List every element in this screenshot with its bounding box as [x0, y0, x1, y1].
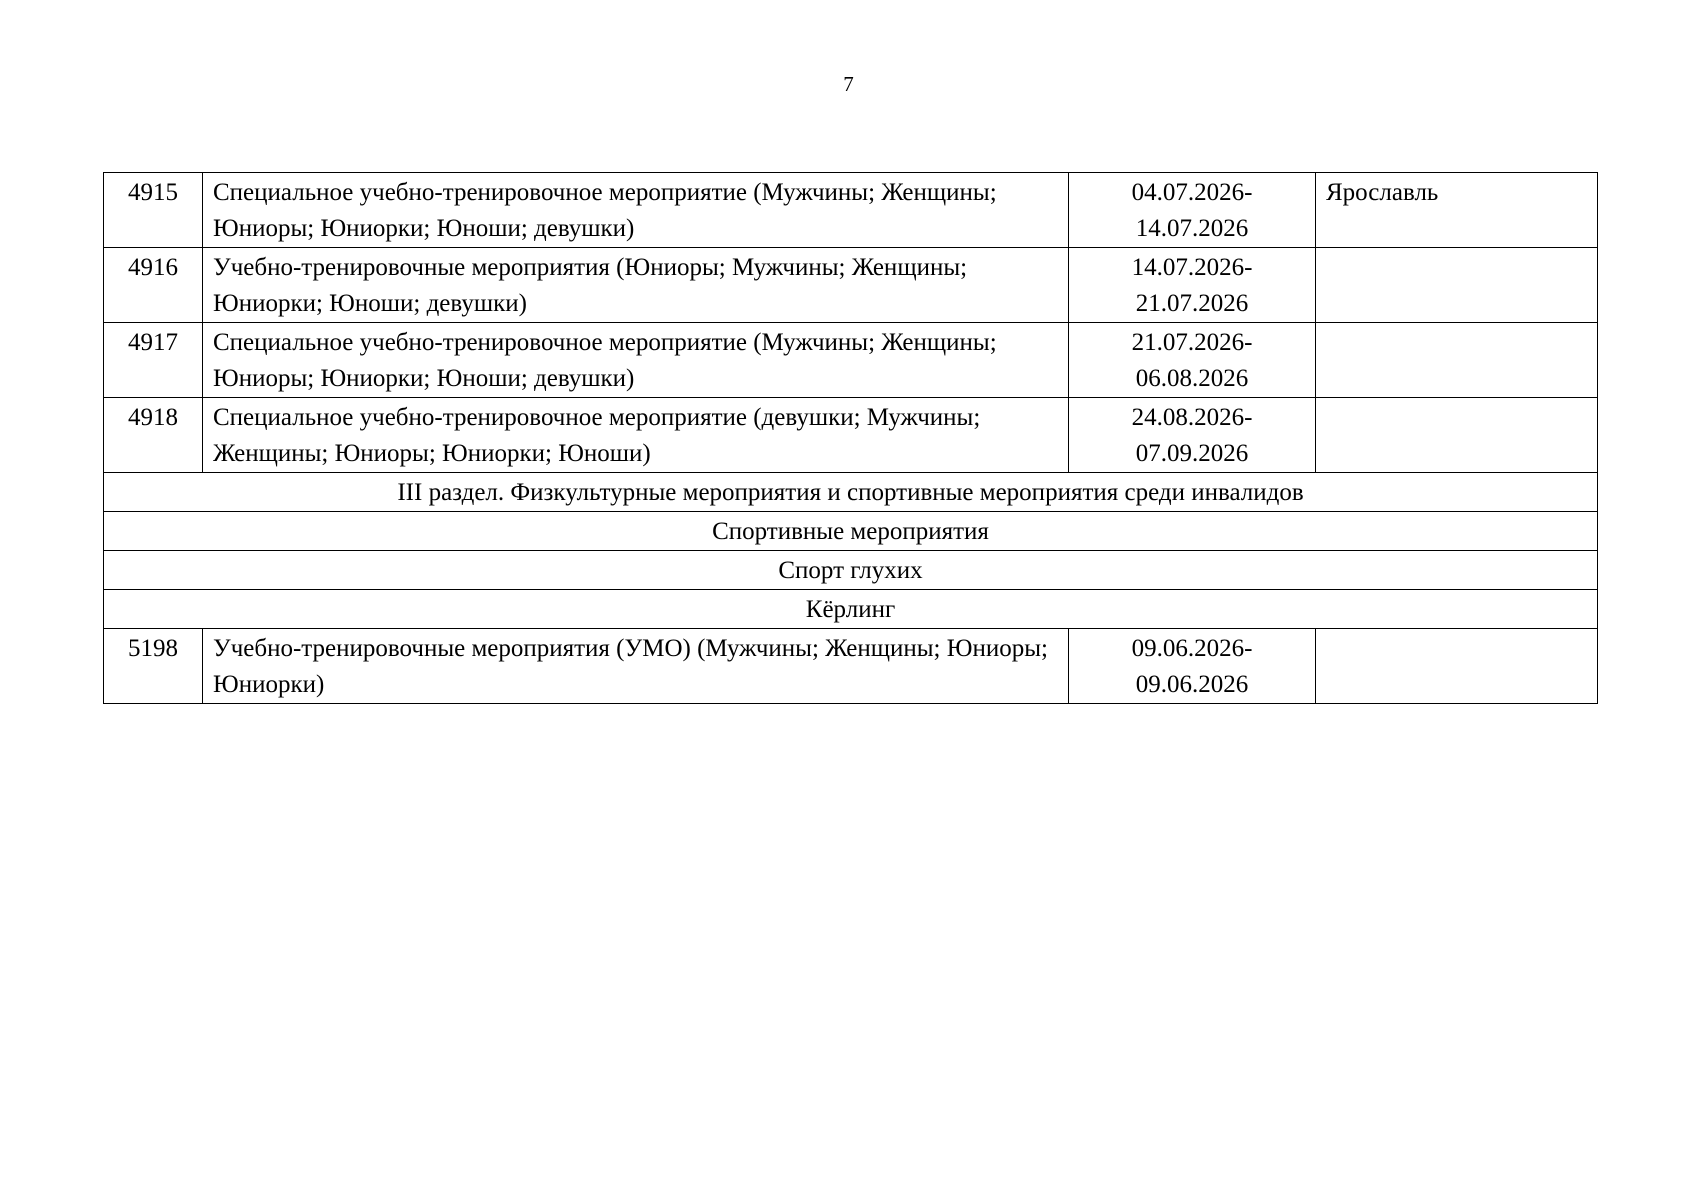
sport-group-title: Спорт глухих — [104, 551, 1598, 590]
category-header-row — [104, 512, 1598, 551]
table-row — [104, 173, 1598, 248]
date-end: 09.06.2026 — [1135, 671, 1249, 698]
date-start: 24.08.2026- — [1131, 404, 1253, 431]
event-dates — [1069, 323, 1316, 398]
event-place — [1316, 323, 1598, 398]
date-start: 04.07.2026- — [1131, 179, 1253, 206]
section-title: III раздел. Физкультурные мероприятия и спортивные мероприятия среди инвалидов — [104, 473, 1598, 512]
date-end: 06.08.2026 — [1135, 365, 1249, 392]
date-start: 09.06.2026- — [1131, 635, 1253, 662]
date-end: 14.07.2026 — [1135, 215, 1249, 242]
event-place: Ярославль — [1316, 173, 1598, 248]
event-place — [1316, 248, 1598, 323]
table-row — [104, 323, 1598, 398]
event-dates — [1069, 248, 1316, 323]
category-title: Спортивные мероприятия — [104, 512, 1598, 551]
event-number: 4916 — [104, 248, 203, 323]
event-place — [1316, 398, 1598, 473]
date-start: 21.07.2026- — [1131, 329, 1253, 356]
event-name: Специальное учебно-тренировочное мероприятие (Мужчины; Женщины; Юниоры; Юниорки; Юноши; девушки) — [203, 173, 1069, 248]
event-name: Специальное учебно-тренировочное мероприятие (девушки; Мужчины; Женщины; Юниоры; Юниорки; Юноши) — [203, 398, 1069, 473]
event-number: 4918 — [104, 398, 203, 473]
table-row — [104, 629, 1598, 704]
event-dates — [1069, 629, 1316, 704]
event-name: Учебно-тренировочные мероприятия (УМО) (Мужчины; Женщины; Юниоры; Юниорки) — [203, 629, 1069, 704]
event-name: Специальное учебно-тренировочное мероприятие (Мужчины; Женщины; Юниоры; Юниорки; Юноши; девушки) — [203, 323, 1069, 398]
event-number: 4915 — [104, 173, 203, 248]
section-header-row — [104, 473, 1598, 512]
event-number: 4917 — [104, 323, 203, 398]
sport-group-header-row — [104, 551, 1598, 590]
discipline-header-row — [104, 590, 1598, 629]
event-dates — [1069, 173, 1316, 248]
date-start: 14.07.2026- — [1131, 254, 1253, 281]
event-name: Учебно-тренировочные мероприятия (Юниоры; Мужчины; Женщины; Юниорки; Юноши; девушки) — [203, 248, 1069, 323]
table-row — [104, 248, 1598, 323]
date-end: 21.07.2026 — [1135, 290, 1249, 317]
event-dates — [1069, 398, 1316, 473]
event-place — [1316, 629, 1598, 704]
discipline-title: Кёрлинг — [104, 590, 1598, 629]
date-end: 07.09.2026 — [1135, 440, 1249, 467]
events-table — [103, 172, 1598, 704]
event-number: 5198 — [104, 629, 203, 704]
page-number: 7 — [843, 72, 854, 96]
table-row — [104, 398, 1598, 473]
